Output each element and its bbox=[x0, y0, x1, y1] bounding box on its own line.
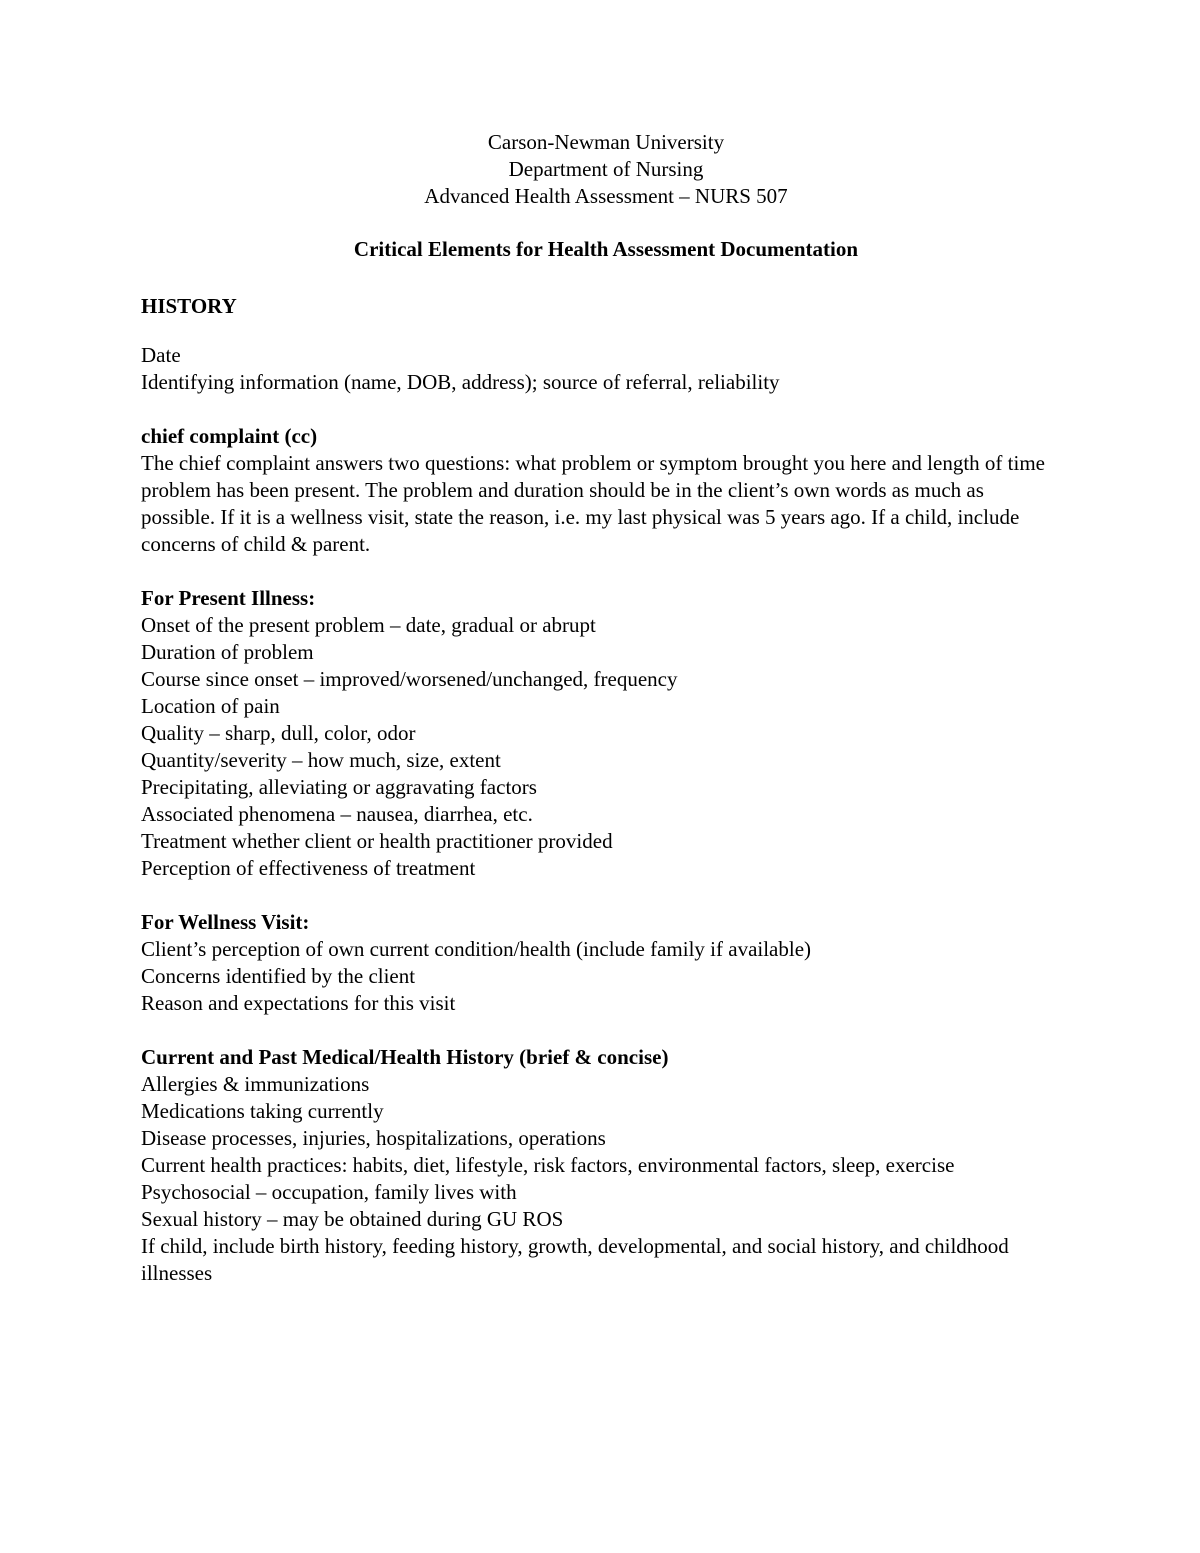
list-item: Concerns identified by the client bbox=[141, 964, 416, 988]
course-name: Advanced Health Assessment – NURS 507 bbox=[424, 184, 788, 208]
chief-complaint-heading: chief complaint (cc) bbox=[141, 424, 318, 448]
document-header bbox=[141, 129, 1071, 210]
list-item: Quality – sharp, dull, color, odor bbox=[141, 721, 416, 745]
list-item: Sexual history – may be obtained during GU ROS bbox=[141, 1207, 564, 1231]
present-illness-heading: For Present Illness: bbox=[141, 586, 316, 610]
document-title: Critical Elements for Health Assessment Documentation bbox=[353, 237, 859, 261]
document-page bbox=[141, 129, 1071, 1287]
list-item: Precipitating, alleviating or aggravating factors bbox=[141, 775, 537, 799]
list-item: Current health practices: habits, diet, lifestyle, risk factors, environmental factors, sleep, exercise bbox=[141, 1153, 955, 1177]
list-item: Treatment whether client or health practitioner provided bbox=[141, 829, 613, 853]
list-item: Perception of effectiveness of treatment bbox=[141, 856, 476, 880]
list-item: Disease processes, injuries, hospitalizations, operations bbox=[141, 1126, 606, 1150]
list-item: Client’s perception of own current condition/health (include family if available) bbox=[141, 937, 812, 961]
list-item: Course since onset – improved/worsened/unchanged, frequency bbox=[141, 667, 678, 691]
history-line: Identifying information (name, DOB, address); source of referral, reliability bbox=[141, 370, 780, 394]
list-item: Reason and expectations for this visit bbox=[141, 991, 456, 1015]
list-item: Duration of problem bbox=[141, 640, 314, 664]
department-name: Department of Nursing bbox=[508, 157, 704, 181]
list-item: Location of pain bbox=[141, 694, 280, 718]
list-item: Allergies & immunizations bbox=[141, 1072, 370, 1096]
list-item: If child, include birth history, feeding history, growth, developmental, and social history, and childhood illnesses bbox=[141, 1234, 1009, 1285]
list-item: Onset of the present problem – date, gradual or abrupt bbox=[141, 613, 596, 637]
list-item: Psychosocial – occupation, family lives with bbox=[141, 1180, 517, 1204]
history-section bbox=[141, 342, 1071, 396]
list-item: Associated phenomena – nausea, diarrhea, etc. bbox=[141, 802, 533, 826]
history-line: Date bbox=[141, 343, 181, 367]
wellness-visit-heading: For Wellness Visit: bbox=[141, 910, 310, 934]
chief-complaint-paragraph: The chief complaint answers two questions: what problem or symptom brought you here and length of time problem has been present. The problem and duration should be in the client’s own words as much as possible. If it is a wellness visit, state the reason, i.e. my last physical was 5 years ago. If a child, include concerns of child & parent. bbox=[141, 451, 1045, 556]
list-item: Medications taking currently bbox=[141, 1099, 384, 1123]
history-heading: HISTORY bbox=[141, 294, 237, 318]
present-illness-list bbox=[141, 612, 1071, 882]
institution-name: Carson-Newman University bbox=[487, 130, 725, 154]
wellness-visit-list bbox=[141, 936, 1071, 1017]
medical-history-list bbox=[141, 1071, 1071, 1287]
list-item: Quantity/severity – how much, size, extent bbox=[141, 748, 501, 772]
medical-history-heading: Current and Past Medical/Health History (brief & concise) bbox=[141, 1045, 669, 1069]
